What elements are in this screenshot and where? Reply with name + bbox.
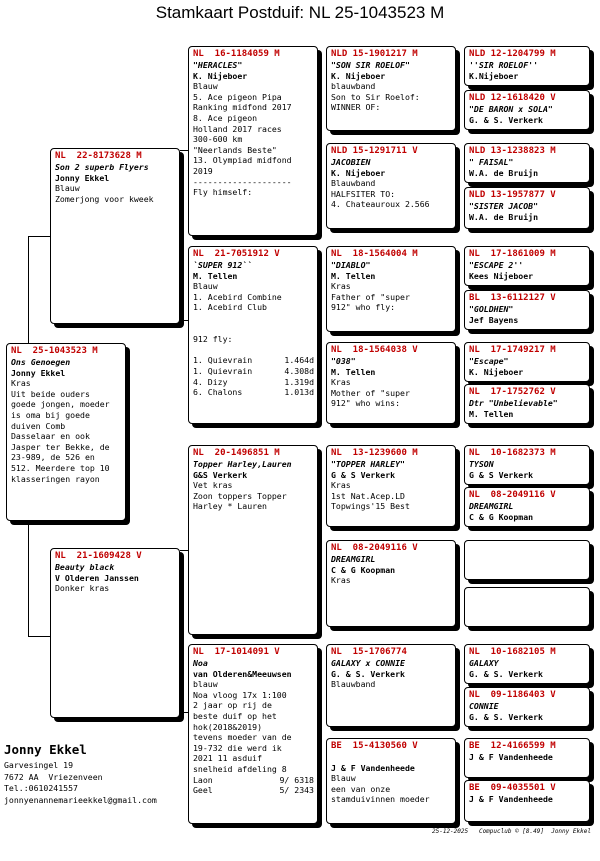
pigeon-color: Blauw [331, 773, 356, 784]
ring-number: BL 13-6112127 V [469, 293, 556, 303]
pigeon-name: Topper Harley,Lauren [193, 459, 292, 469]
pigeon-name: "DIABLO" [331, 260, 371, 270]
pigeon-note: "Neerlands Beste" [193, 144, 277, 155]
breeder-info [4, 742, 184, 806]
pigeon-card-ff[interactable] [188, 46, 318, 236]
pigeon-name: "HERACLES" [193, 60, 243, 70]
pigeon-color: Kras [331, 575, 351, 586]
pigeon-note: 2019 [193, 165, 213, 176]
pigeon-note: Son to Sir Roelof: [331, 91, 420, 102]
pigeon-note: Zoon toppers Topper [193, 490, 287, 501]
pigeon-card-mmm[interactable] [326, 738, 456, 824]
ring-number: NLD 12-1618420 V [469, 93, 556, 103]
pigeon-note: 19-732 die werd ik [193, 742, 282, 753]
pigeon-card-mff[interactable] [326, 445, 456, 527]
pigeon-owner: G&S Verkerk [193, 469, 248, 480]
pigeon-note: Harley * Lauren [193, 501, 267, 512]
connector-line [180, 320, 188, 321]
pigeon-note: 1. Acebird Combine [193, 291, 282, 302]
pigeon-card-fmm[interactable] [326, 342, 456, 424]
pigeon-note: hok(2018&2019) [193, 721, 263, 732]
ring-number: BE 12-4166599 M [469, 741, 556, 751]
breeder-phone: Tel.:0610241557 [4, 783, 78, 793]
pigeon-color: Blauw [55, 183, 80, 194]
ring-number: NL 20-1496851 M [193, 448, 280, 458]
pigeon-note: 912 fly: [193, 334, 233, 345]
pigeon-name-blank [331, 752, 452, 763]
ring-number: NL 10-1682105 M [469, 647, 556, 657]
page-title: Stamkaart Postduif: NL 25-1043523 M [155, 3, 445, 22]
pigeon-owner: J & F Vandenheede [469, 794, 553, 804]
pigeon-owner: M. Tellen [331, 270, 376, 281]
pigeon-color: Kras [11, 378, 31, 389]
pigeon-card-g10[interactable] [464, 487, 590, 527]
pigeon-color: Kras [331, 281, 351, 292]
ring-number: BE 15-4130560 V [331, 741, 418, 751]
pigeon-note: 5. Ace pigeon Pipa [193, 91, 282, 102]
pigeon-note [193, 313, 314, 324]
pigeon-owner: G. & S. Verkerk [469, 114, 543, 125]
pigeon-card-fm[interactable] [188, 246, 318, 424]
pigeon-note: tevens moeder van de [193, 732, 292, 743]
connector-line [28, 521, 29, 636]
pigeon-card-ffm[interactable] [326, 143, 456, 229]
pigeon-note: 1. Acebird Club [193, 302, 267, 313]
pigeon-card-g2[interactable] [464, 90, 590, 130]
pigeon-note: klasseringen rayon [11, 473, 100, 484]
ring-number: NL 18-1564038 V [331, 345, 418, 355]
result-race: 1. Quievrain [193, 355, 253, 366]
pigeon-note: duiven Comb [11, 420, 66, 431]
pigeon-note: 2021 11 asduif [193, 753, 263, 764]
result-value: 1.319d [284, 376, 314, 387]
result-row [193, 785, 314, 796]
ring-number: BE 09-4035501 V [469, 783, 556, 793]
ring-number: NL 16-1184059 M [193, 49, 280, 59]
result-value: 5/ 2343 [279, 785, 314, 796]
pigeon-owner: K. Nijeboer [469, 366, 524, 377]
ring-number: NL 18-1564004 M [331, 249, 418, 259]
pigeon-note: Uit beide ouders [11, 388, 90, 399]
pigeon-owner: C & G Koopman [469, 511, 534, 522]
pigeon-color: Kras [331, 377, 351, 388]
pigeon-note: 13. Olympiad midfond [193, 155, 292, 166]
pigeon-name: DREAMGIRL [331, 554, 376, 564]
pigeon-color: Kras [331, 480, 351, 491]
pigeon-note: beste duif op het [193, 710, 277, 721]
pigeon-card-mfm[interactable] [326, 540, 456, 627]
pigeon-card-g16[interactable] [464, 780, 590, 822]
connector-line [28, 236, 50, 237]
pigeon-name: "SISTER JACOB" [469, 201, 539, 211]
pigeon-note: stamduivinnen moeder [331, 794, 430, 805]
connector-line [28, 636, 50, 637]
pigeon-owner: W.A. de Bruijn [469, 167, 539, 178]
pigeon-note: Dasselaar en ook [11, 431, 90, 442]
result-row [193, 387, 314, 398]
ring-number: NL 17-1861009 M [469, 249, 556, 259]
ring-number: NLD 15-1901217 M [331, 49, 418, 59]
pigeon-owner: Jonny Ekkel [55, 172, 110, 183]
pigeon-card-fff[interactable] [326, 46, 456, 131]
pigeon-card-g13[interactable] [464, 644, 590, 684]
pigeon-note: -------------------- [193, 176, 292, 187]
pigeon-owner: K. Nijeboer [331, 167, 386, 178]
pigeon-color: Blauw [193, 281, 218, 292]
pigeon-name: "DE BARON x SOLA" [469, 104, 553, 114]
ring-number: NL 13-1239600 M [331, 448, 418, 458]
pigeon-name: JACOBIEN [331, 157, 371, 167]
pigeon-note: Fly himself: [193, 187, 253, 198]
result-race: 1. Quievrain [193, 365, 253, 376]
ring-number: NL 17-1749217 M [469, 345, 556, 355]
pigeon-note: Topwings'15 Best [331, 501, 410, 512]
pigeon-name: GALAXY x CONNIE [331, 658, 405, 668]
pigeon-name: "SON SIR ROELOF" [331, 60, 410, 70]
pigeon-card-g9[interactable] [464, 445, 590, 485]
pigeon-name: Son 2 superb Flyers [55, 162, 149, 172]
pigeon-note: 912" who fly: [331, 302, 396, 313]
pigeon-name: Beauty black [55, 562, 115, 572]
pigeon-note [193, 345, 314, 356]
connector-line [28, 236, 29, 344]
ring-number: NL 17-1014091 V [193, 647, 280, 657]
pigeon-name: Ons Genoegen [11, 357, 71, 367]
pigeon-owner: G. & S. Verkerk [469, 668, 543, 679]
pigeon-owner: V Olderen Janssen [55, 572, 139, 583]
pigeon-color: blauwband [331, 81, 376, 92]
pigeon-owner: G. & S. Verkerk [331, 668, 405, 679]
result-race: Laon [193, 774, 213, 785]
pigeon-card-mf[interactable] [188, 445, 318, 635]
pigeon-card-father[interactable] [50, 148, 180, 324]
pigeon-name: ''SIR ROELOF'' [469, 60, 539, 70]
pigeon-note: 300-600 km [193, 134, 243, 145]
result-row [193, 377, 314, 388]
ring-number: NL 08-2049116 V [331, 543, 418, 553]
pigeon-owner: Jef Bayens [469, 314, 519, 325]
breeder-email[interactable]: jonnyenannemarieekkel@gmail.com [4, 794, 157, 805]
pigeon-card-fmf[interactable] [326, 246, 456, 332]
connector-line [180, 550, 188, 551]
breeder-city: 7672 AA Vriezenveen [4, 771, 103, 782]
connector-line [180, 712, 188, 713]
pigeon-name: "Escape" [469, 356, 509, 366]
pigeon-note: is oma bij goede [11, 409, 90, 420]
breeder-name: Jonny Ekkel [4, 742, 87, 757]
pigeon-name: "ESCAPE 2'' [469, 260, 524, 270]
pigeon-note: snelheid afdeling 8 [193, 763, 287, 774]
pigeon-name: " FAISAL" [469, 157, 514, 167]
ring-number: NL 25-1043523 M [11, 346, 98, 356]
pigeon-card-g3[interactable] [464, 143, 590, 183]
result-value: 1.013d [284, 387, 314, 398]
pigeon-note: 4. Chateauroux 2.566 [331, 199, 430, 210]
result-race: Geel [193, 785, 213, 796]
ring-number: NLD 12-1204799 M [469, 49, 556, 59]
pigeon-name: CONNIE [469, 701, 499, 711]
breeder-address: Garvesingel 19 [4, 760, 74, 770]
pigeon-name: "TOPPER HARLEY" [331, 459, 405, 469]
pigeon-note: Zomerjong voor kweek [55, 193, 154, 204]
pigeon-card-g6[interactable] [464, 290, 590, 330]
pigeon-name: `SUPER 912`` [193, 260, 253, 270]
pigeon-owner: C & G Koopman [331, 564, 396, 575]
result-value: 9/ 6318 [279, 774, 314, 785]
pigeon-note: Noa vloog 17x 1:100 [193, 689, 287, 700]
result-row [193, 775, 314, 786]
pigeon-name: "GOLDHEN" [469, 304, 514, 314]
ring-number: NL 22-8173628 M [55, 151, 142, 161]
pigeon-card-g5[interactable] [464, 246, 590, 286]
connector-line [180, 150, 188, 151]
pigeon-name: DREAMGIRL [469, 501, 514, 511]
result-value: 4.308d [284, 365, 314, 376]
pigeon-owner: G. & S. Verkerk [469, 711, 543, 722]
result-row [193, 355, 314, 366]
pigeon-owner: J & F Vandenheede [469, 752, 553, 762]
pigeon-owner: M. Tellen [331, 366, 376, 377]
pigeon-owner: J & F Vandenheede [331, 762, 415, 773]
pigeon-name: Noa [193, 658, 208, 668]
pigeon-card-subject[interactable] [6, 343, 126, 521]
pigeon-card-g14[interactable] [464, 687, 590, 727]
pigeon-note: goede jongen, moeder [11, 399, 110, 410]
pigeon-note [193, 324, 314, 335]
pigeon-owner: M. Tellen [469, 408, 514, 419]
ring-number: NL 21-7051912 V [193, 249, 280, 259]
pigeon-owner: G & S Verkerk [331, 469, 396, 480]
pigeon-card-g8[interactable] [464, 384, 590, 424]
pigeon-note: 1st Nat.Acep.LD [331, 490, 405, 501]
pigeon-card-mm[interactable] [188, 644, 318, 824]
ring-number: NL 17-1752762 V [469, 387, 556, 397]
pigeon-owner: K. Nijeboer [193, 70, 248, 81]
pigeon-note: 8. Ace pigeon [193, 112, 258, 123]
pigeon-card-empty-1 [464, 540, 590, 580]
pigeon-name: GALAXY [469, 658, 499, 668]
pigeon-card-empty-2 [464, 587, 590, 627]
ring-number: NL 15-1706774 [331, 647, 407, 657]
pigeon-color: Blauwband [331, 178, 376, 189]
pigeon-owner: Kees Nijeboer [469, 270, 534, 281]
pigeon-card-mother[interactable] [50, 548, 180, 718]
pigeon-owner: Jonny Ekkel [11, 367, 66, 378]
pigeon-note: WINNER OF: [331, 102, 381, 113]
pigeon-color: blauw [193, 679, 218, 690]
pigeon-note: Mother of "super [331, 387, 410, 398]
ring-number: NL 21-1609428 V [55, 551, 142, 561]
pigeon-card-g1[interactable] [464, 46, 590, 86]
pigeon-color: Blauwband [331, 679, 376, 690]
pigeon-note: Ranking midfond 2017 [193, 102, 292, 113]
pigeon-card-g7[interactable] [464, 342, 590, 382]
pigeon-name: "038" [331, 356, 356, 366]
pigeon-card-mmf[interactable] [326, 644, 456, 727]
pigeon-card-g15[interactable] [464, 738, 590, 778]
pigeon-note: 2 jaar op rij de [193, 700, 272, 711]
pigeon-name: TYSON [469, 459, 494, 469]
pigeon-note: Jasper ter Bekke, de [11, 441, 110, 452]
ring-number: NLD 13-1238823 M [469, 146, 556, 156]
result-row [193, 366, 314, 377]
pigeon-owner: K.Nijeboer [469, 70, 519, 81]
pigeon-note: Father of "super [331, 291, 410, 302]
pigeon-note: een van onze [331, 783, 391, 794]
pigeon-note: Holland 2017 races [193, 123, 282, 134]
pigeon-note: HALFSITER TO: [331, 188, 396, 199]
ring-number: NLD 13-1957877 V [469, 190, 556, 200]
result-race: 6. Chalons [193, 387, 243, 398]
ring-number: NL 09-1186403 V [469, 690, 556, 700]
result-value: 1.464d [284, 355, 314, 366]
pigeon-owner: M. Tellen [193, 270, 238, 281]
pigeon-card-g4[interactable] [464, 187, 590, 229]
pigeon-color: Donker kras [55, 583, 110, 594]
pigeon-note: 912" who wins: [331, 398, 401, 409]
pigeon-name: Dtr "Unbelievable" [469, 398, 558, 408]
ring-number: NL 10-1682373 M [469, 448, 556, 458]
pigeon-owner: G & S Verkerk [469, 469, 534, 480]
pigeon-owner: W.A. de Bruijn [469, 211, 539, 222]
pigeon-note: 512. Meerdere top 10 [11, 462, 110, 473]
pigeon-owner: K. Nijeboer [331, 70, 386, 81]
ring-number: NL 08-2049116 V [469, 490, 556, 500]
result-race: 4. Dizy [193, 376, 228, 387]
pigeon-color: Vet kras [193, 480, 233, 491]
pigeon-owner: van Olderen&Meeuwsen [193, 668, 292, 679]
ring-number: NLD 15-1291711 V [331, 146, 418, 156]
pigeon-note: 23-989, de 526 en [11, 452, 95, 463]
footer-note: 25-12-2025 Compuclub © [8.49] Jonny Ekkel [432, 828, 591, 835]
pigeon-color: Blauw [193, 81, 218, 92]
